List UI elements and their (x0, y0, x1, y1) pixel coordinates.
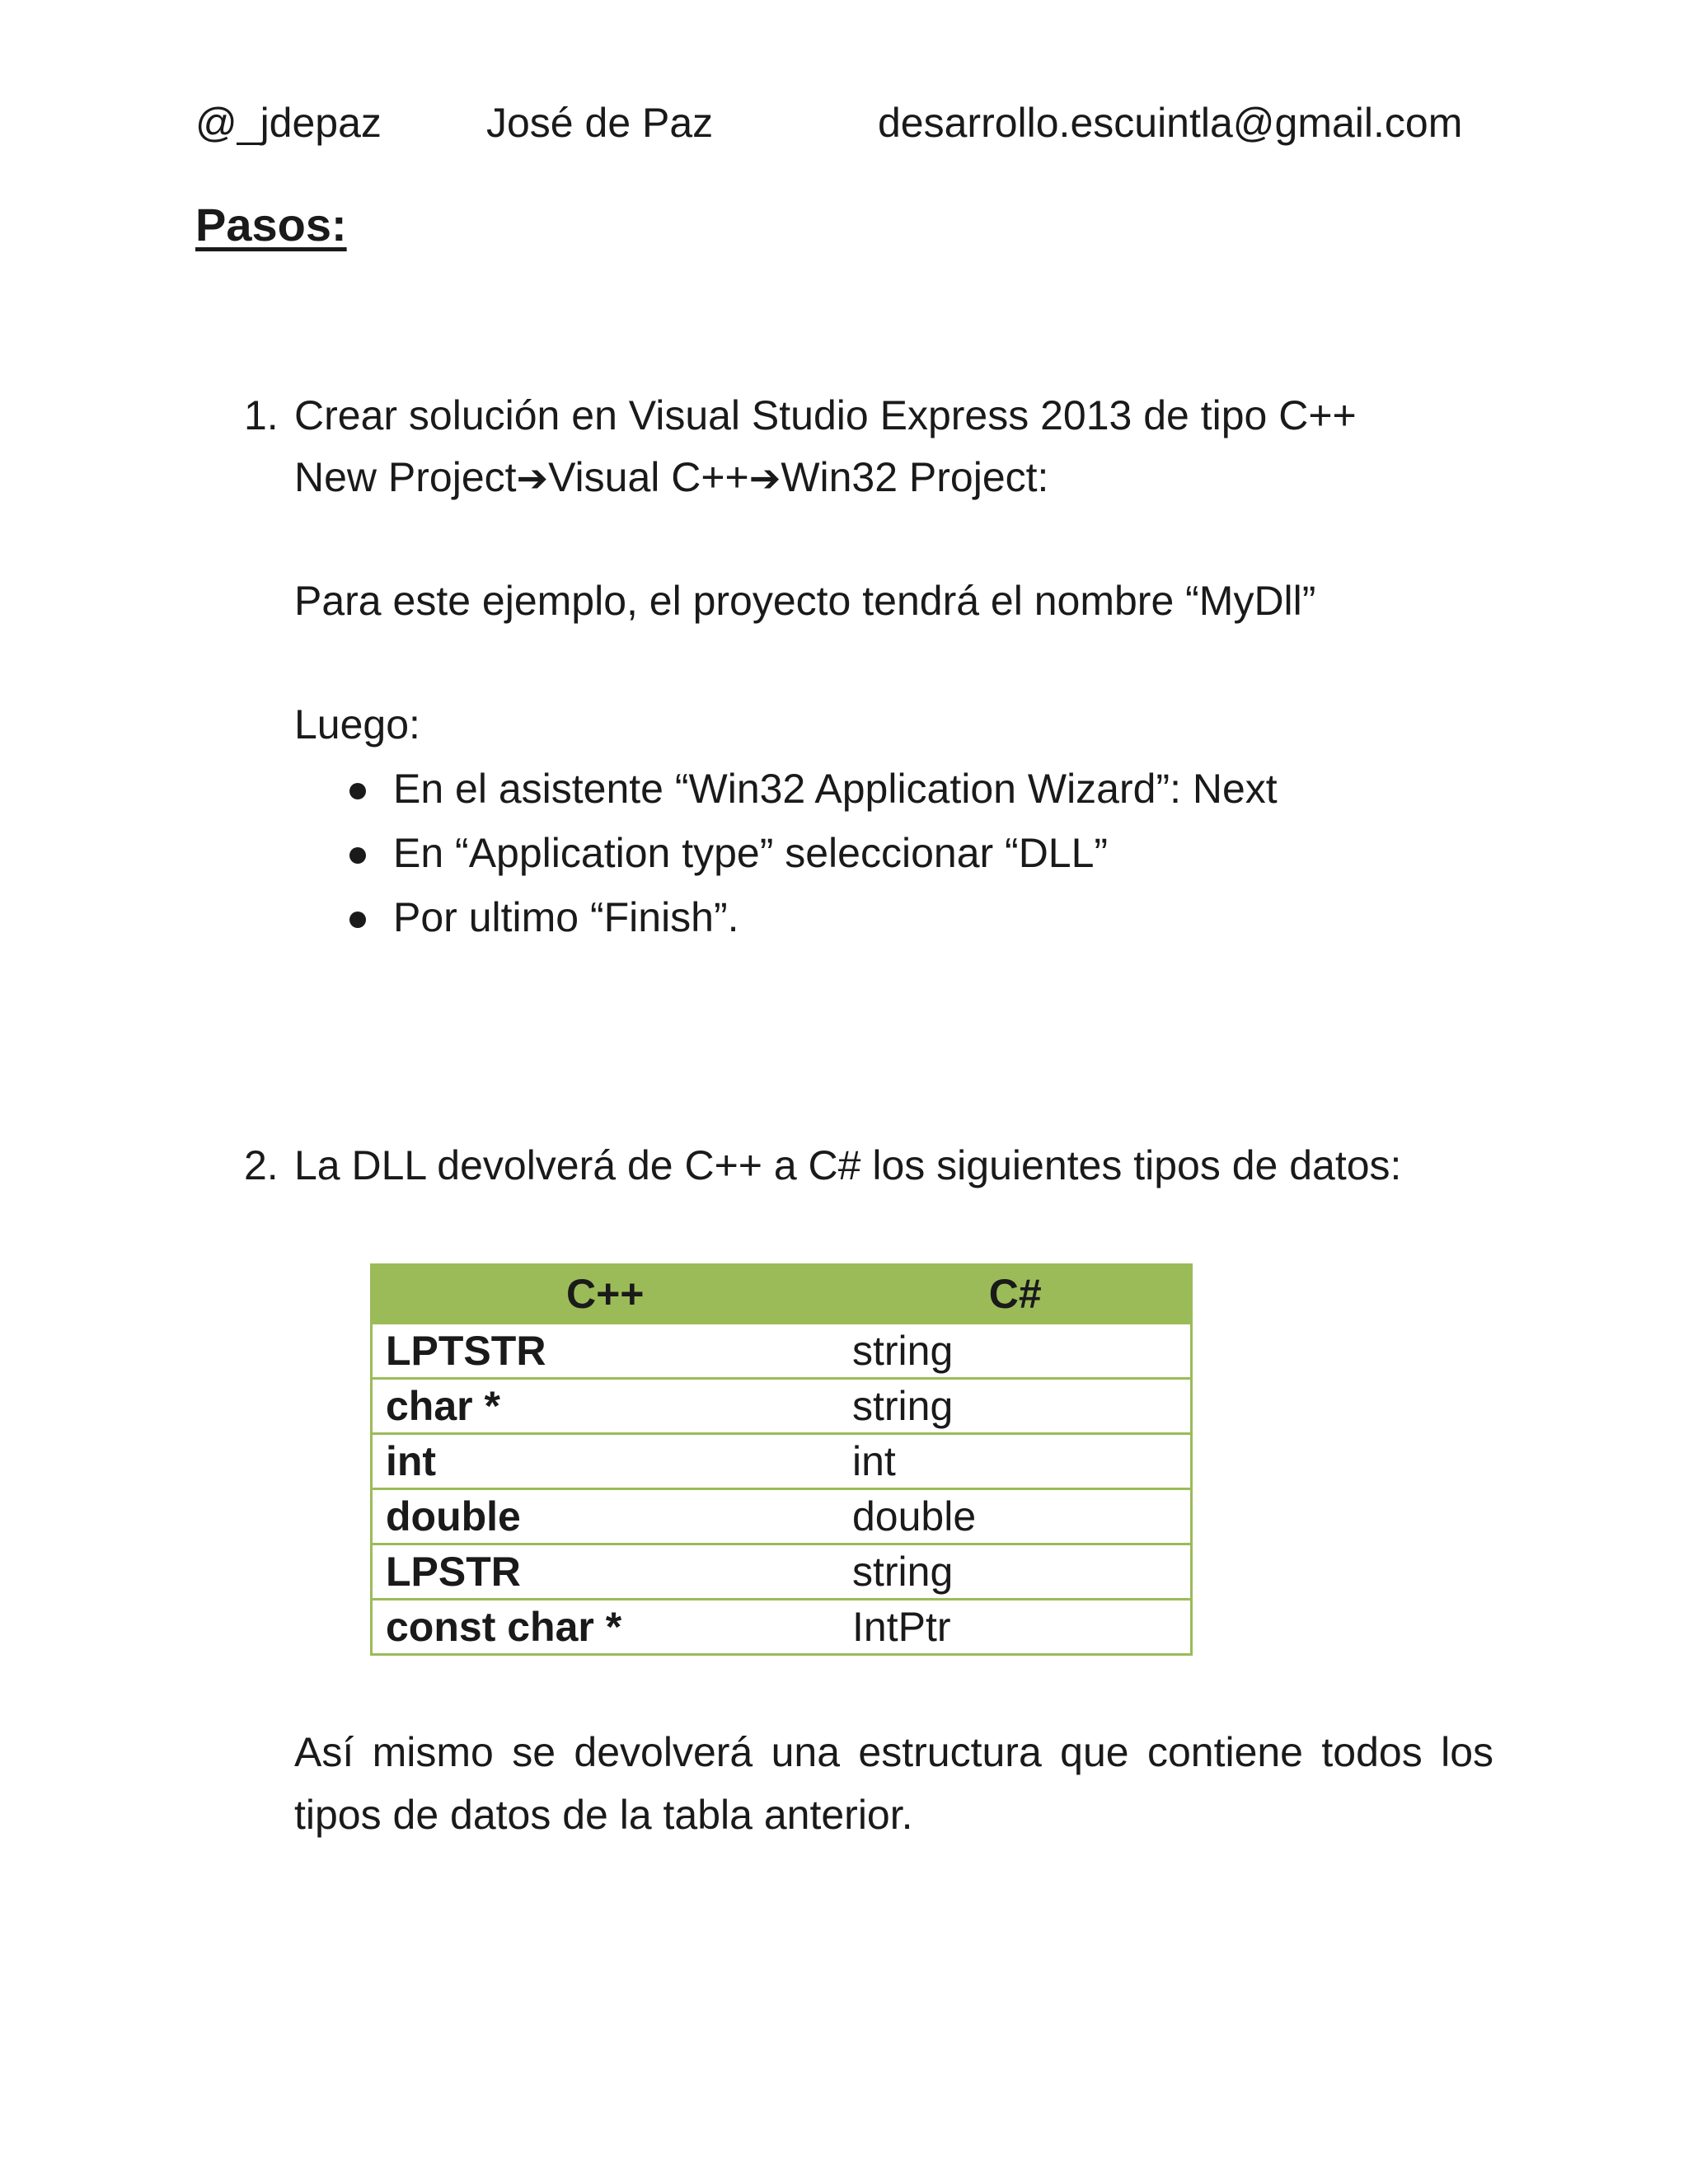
bullet-icon (349, 783, 366, 799)
step1-then-label: Luego: (294, 701, 420, 748)
csharp-type-cell: string (839, 1544, 1192, 1600)
step2-line1: La DLL devolverá de C++ a C# los siguientes tipos de datos: (294, 1142, 1402, 1188)
step1-path (294, 453, 1048, 501)
right-arrow-icon: ➔ (748, 457, 781, 499)
bullet-icon (349, 912, 366, 928)
csharp-type-cell: string (839, 1324, 1192, 1379)
data-types-table (370, 1263, 1193, 1656)
column-header-cpp: C++ (372, 1265, 840, 1324)
table-row (372, 1600, 1192, 1655)
csharp-type-cell: IntPtr (839, 1600, 1192, 1655)
path-segment-2: Visual C++ (548, 454, 749, 500)
bullet-item: Por ultimo “Finish”. (393, 894, 739, 940)
csharp-type-cell: double (839, 1489, 1192, 1544)
header-handle: @_jdepaz (195, 100, 382, 146)
csharp-type-cell: string (839, 1379, 1192, 1434)
table-row (372, 1379, 1192, 1434)
table-row (372, 1544, 1192, 1600)
table-row (372, 1434, 1192, 1489)
cpp-type-cell: char * (372, 1379, 840, 1434)
step1-line1: Crear solución en Visual Studio Express 2013 de tipo C++ (294, 392, 1357, 438)
bullet-icon (349, 847, 366, 864)
column-header-csharp: C# (839, 1265, 1192, 1324)
bullet-item: En el asistente “Win32 Application Wizard”: Next (393, 766, 1278, 812)
step1-number: 1. (244, 392, 279, 438)
step2-paragraph: Así mismo se devolverá una estructura que contiene todos los tipos de datos de la tabla anterior. (294, 1729, 1493, 1838)
cpp-type-cell: double (372, 1489, 840, 1544)
table-row (372, 1324, 1192, 1379)
step2-number: 2. (244, 1142, 279, 1188)
step1-example: Para este ejemplo, el proyecto tendrá el nombre “MyDll” (294, 578, 1316, 624)
table-header-row (372, 1265, 1192, 1324)
path-segment-1: New Project (294, 454, 517, 500)
page-title: Pasos: (195, 199, 347, 251)
header-name: José de Paz (486, 100, 714, 146)
cpp-type-cell: int (372, 1434, 840, 1489)
csharp-type-cell: int (839, 1434, 1192, 1489)
header-email: desarrollo.escuintla@gmail.com (878, 100, 1463, 146)
cpp-type-cell: const char * (372, 1600, 840, 1655)
cpp-type-cell: LPTSTR (372, 1324, 840, 1379)
table-row (372, 1489, 1192, 1544)
bullet-item: En “Application type” seleccionar “DLL” (393, 830, 1109, 876)
path-segment-3: Win32 Project: (781, 454, 1049, 500)
cpp-type-cell: LPSTR (372, 1544, 840, 1600)
right-arrow-icon: ➔ (516, 457, 549, 499)
